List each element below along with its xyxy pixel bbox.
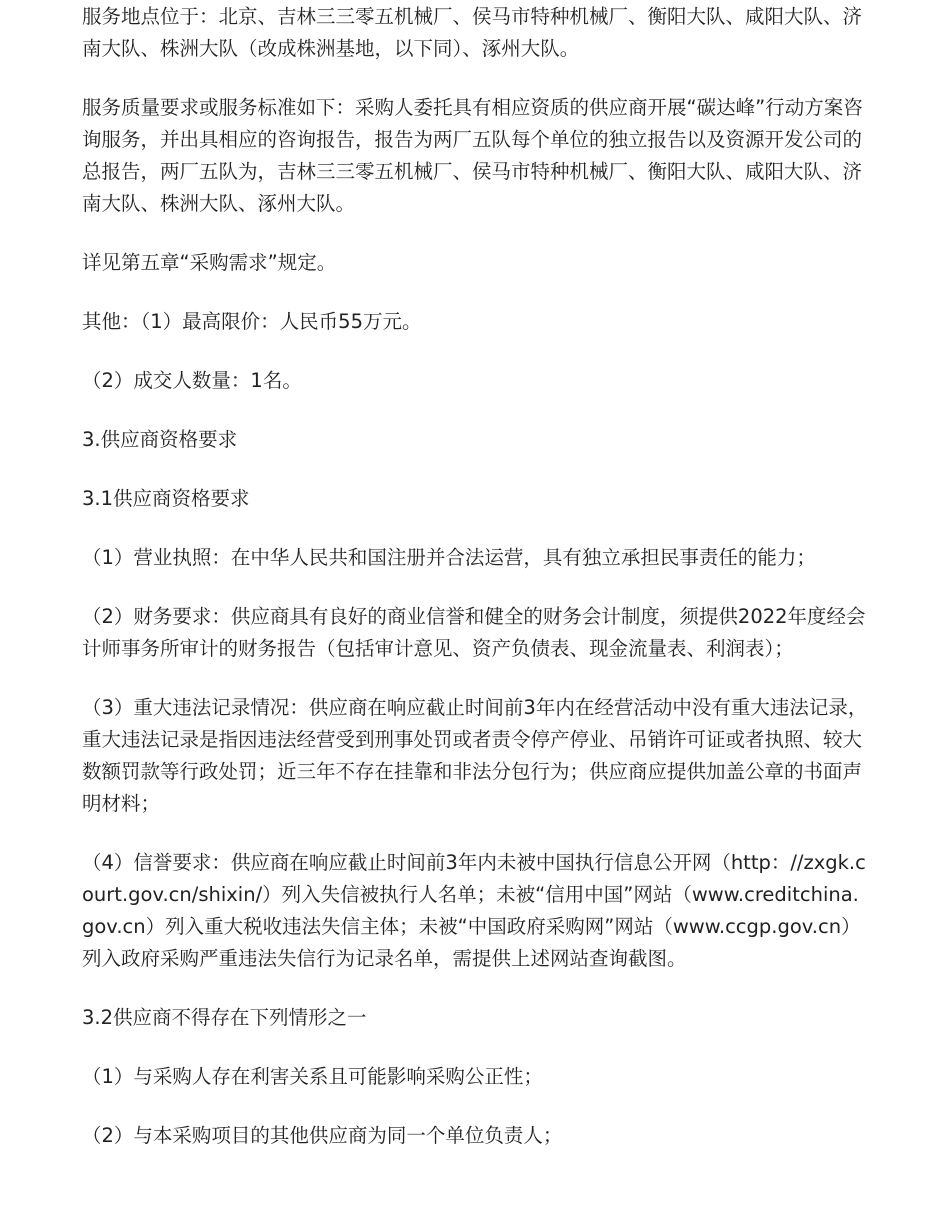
exclusion-conflict-of-interest: （1）与采购人存在利害关系且可能影响采购公正性； bbox=[82, 1065, 543, 1088]
violation-record-requirement: （3）重大违法记录情况：供应商在响应截止时间前3年内在经营活动中没有重大违法记录，重大违法记录是指因违法经营受到刑事处罚或者责令停产停业、吊销许可证或者执照、较大数额罚款等行政处罚；近三年不存在挂靠和非法分包行为；供应商应提供加盖公章的书面声明材料； bbox=[82, 696, 868, 815]
service-quality-paragraph: 服务质量要求或服务标准如下：采购人委托具有相应资质的供应商开展“碳达峰”行动方案咨询服务，并出具相应的咨询报告，报告为两厂五队每个单位的独立报告以及资源开发公司的总报告，两厂五队为，吉林三三零五机械厂、侯马市特种机械厂、衡阳大队、咸阳大队、济南大队、株洲大队、涿州大队。 bbox=[82, 96, 863, 215]
financial-requirement: （2）财务要求：供应商具有良好的商业信誉和健全的财务会计制度，须提供2022年度经会计师事务所审计的财务报告（包括审计意见、资产负债表、现金流量表、利润表）； bbox=[82, 605, 866, 660]
credit-requirement: （4）信誉要求：供应商在响应截止时间前3年内未被中国执行信息公开网（http：//zxgk.court.gov.cn/shixin/）列入失信被执行人名单；未被“信用中国”网站（www.creditchina.gov.cn）列入重大税收违法失信主体；未被“中国政府采购网”网站（www.ccgp.gov.cn）列入政府采购严重违法失信行为记录名单，需提供上述网站查询截图。 bbox=[82, 851, 866, 970]
service-location-paragraph: 服务地点位于：北京、吉林三三零五机械厂、侯马市特种机械厂、衡阳大队、咸阳大队、济南大队、株洲大队（改成株洲基地，以下同）、涿州大队。 bbox=[82, 5, 863, 60]
exclusion-same-responsible-person: （2）与本采购项目的其他供应商为同一个单位负责人； bbox=[82, 1124, 563, 1147]
business-license-requirement: （1）营业执照：在中华人民共和国注册并合法运营，具有独立承担民事责任的能力； bbox=[82, 546, 816, 569]
winner-count-paragraph: （2）成交人数量：1名。 bbox=[82, 369, 302, 392]
document-body bbox=[82, 1, 868, 1179]
subsection-heading-qualification-requirements: 3.1供应商资格要求 bbox=[82, 487, 250, 510]
section-heading-supplier-qualification: 3.供应商资格要求 bbox=[82, 428, 238, 451]
procurement-requirements-reference: 详见第五章“采购需求”规定。 bbox=[82, 251, 337, 274]
subsection-heading-exclusions: 3.2供应商不得存在下列情形之一 bbox=[82, 1006, 367, 1029]
max-price-paragraph: 其他：（1）最高限价：人民币55万元。 bbox=[82, 310, 422, 333]
